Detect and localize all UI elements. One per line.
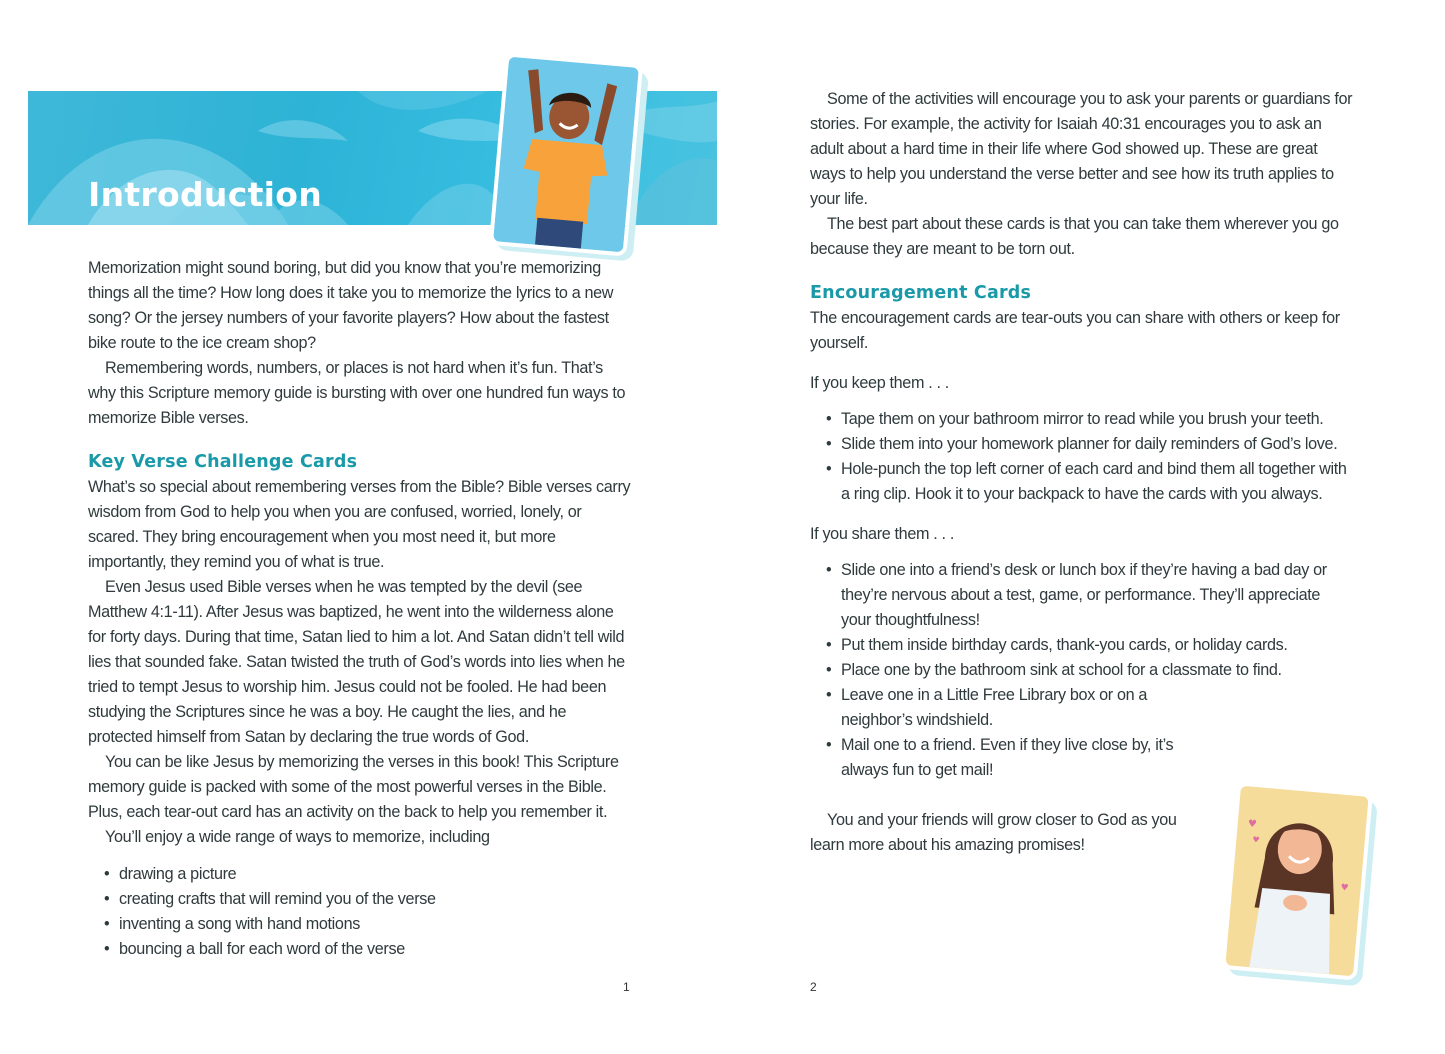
share-list [810,558,1340,783]
list-item: • bouncing a ball for each word of the verse [88,937,633,962]
boy-card-illustration [489,52,643,256]
share-subheading: If you share them . . . [810,525,955,543]
section-heading: Key Verse Challenge Cards [88,452,358,472]
bullet-icon: • [826,460,832,478]
list-item: • inventing a song with hand motions [88,912,633,937]
paragraph: What’s so special about remembering verses from the Bible? Bible verses carry wisdom from God to help you when you are confused, worried, lonely, or scared. They bring encouragement when you most need it, but more importantly, they remind you of what is true. [88,478,631,571]
key-verse-section [88,450,633,962]
boy-illustration-icon [493,57,639,253]
bullet-icon: • [104,890,110,908]
list-item: • Slide them into your homework planner for daily reminders of God’s love. [810,432,1355,457]
paragraph: The best part about these cards is that you can take them wherever you go because they are meant to be torn out. [810,215,1339,258]
activities-text [810,87,1355,262]
bullet-icon: • [104,940,110,958]
bullet-icon: • [826,636,832,654]
girl-illustration-icon [1225,786,1368,976]
girl-card-illustration [1221,781,1373,980]
list-item: • Leave one in a Little Free Library box or on a neighbor’s windshield. [810,683,1171,733]
list-item: • creating crafts that will remind you of the verse [88,887,633,912]
bullet-icon: • [104,865,110,883]
bullet-icon: • [826,561,832,579]
bullet-icon: • [826,661,832,679]
list-item: • drawing a picture [88,862,633,887]
left-page [0,0,722,1054]
page-title: Introduction [88,175,323,214]
list-item: • Mail one to a friend. Even if they live close by, it’s always fun to get mail! [810,733,1221,783]
paragraph: Memorization might sound boring, but did you know that you’re memorizing things all the time? How long does it take you to memorize the lyrics to a new song? Or the jersey numbers of your favorite players? How about the fastest bike route to the ice cream shop? [88,259,614,352]
paragraph: You’ll enjoy a wide range of ways to memorize, including [105,828,490,846]
bullet-icon: • [826,435,832,453]
memorize-methods-list [88,862,633,962]
encouragement-section [810,281,1355,858]
bullet-icon: • [826,410,832,428]
keep-subheading: If you keep them . . . [810,374,949,392]
paragraph: You can be like Jesus by memorizing the verses in this book! This Scripture memory guide is packed with some of the most powerful verses in the Bible. Plus, each tear-out card has an activity on the back to help you remember it. [88,753,619,821]
svg-text:♥: ♥ [1247,818,1258,831]
bullet-icon: • [826,736,832,754]
intro-text [88,256,633,431]
svg-text:♥: ♥ [1252,834,1260,845]
list-item: • Tape them on your bathroom mirror to read while you brush your teeth. [810,407,1355,432]
paragraph: Even Jesus used Bible verses when he was tempted by the devil (see Matthew 4:1-11). After Jesus was baptized, he went into the wilderness alone for forty days. During that time, Satan lied to him a lot. And Satan didn’t tell wild lies that sounded fake. Satan twisted the truth of God’s words into lies when he tried to tempt Jesus to worship him. Jesus could not be fooled. He had been studying the Scriptures since he was a boy. He caught the lies, and he protected himself from Satan by declaring the true words of God. [88,578,625,746]
list-item: • Slide one into a friend’s desk or lunch box if they’re having a bad day or they’re nervous about a test, game, or performance. They’ll appreciate your thoughtfulness! [810,558,1340,633]
svg-text:♥: ♥ [1340,882,1350,894]
paragraph: Some of the activities will encourage you to ask your parents or guardians for stories. For example, the activity for Isaiah 40:31 encourages you to ask an adult about a hard time in their life where God showed up. These are great ways to help you understand the verse better and see how its truth applies to your life. [810,90,1353,208]
section-heading: Encouragement Cards [810,283,1032,303]
list-item: • Hole-punch the top left corner of each card and bind them all together with a ring clip. Hook it to your backpack to have the cards with you always. [810,457,1355,507]
paragraph: Remembering words, numbers, or places is not hard when it’s fun. That’s why this Scripture memory guide is bursting with over one hundred fun ways to memorize Bible verses. [88,359,626,427]
bullet-icon: • [826,686,832,704]
paragraph: The encouragement cards are tear-outs you can share with others or keep for yourself. [810,309,1340,352]
keep-list [810,407,1355,507]
closing-paragraph: You and your friends will grow closer to God as you learn more about his amazing promises! [810,811,1177,854]
list-item: • Put them inside birthday cards, thank-you cards, or holiday cards. [810,633,1340,658]
list-item: • Place one by the bathroom sink at school for a classmate to find. [810,658,1340,683]
page-number: 1 [623,980,630,994]
page-number: 2 [810,980,817,994]
bullet-icon: • [104,915,110,933]
